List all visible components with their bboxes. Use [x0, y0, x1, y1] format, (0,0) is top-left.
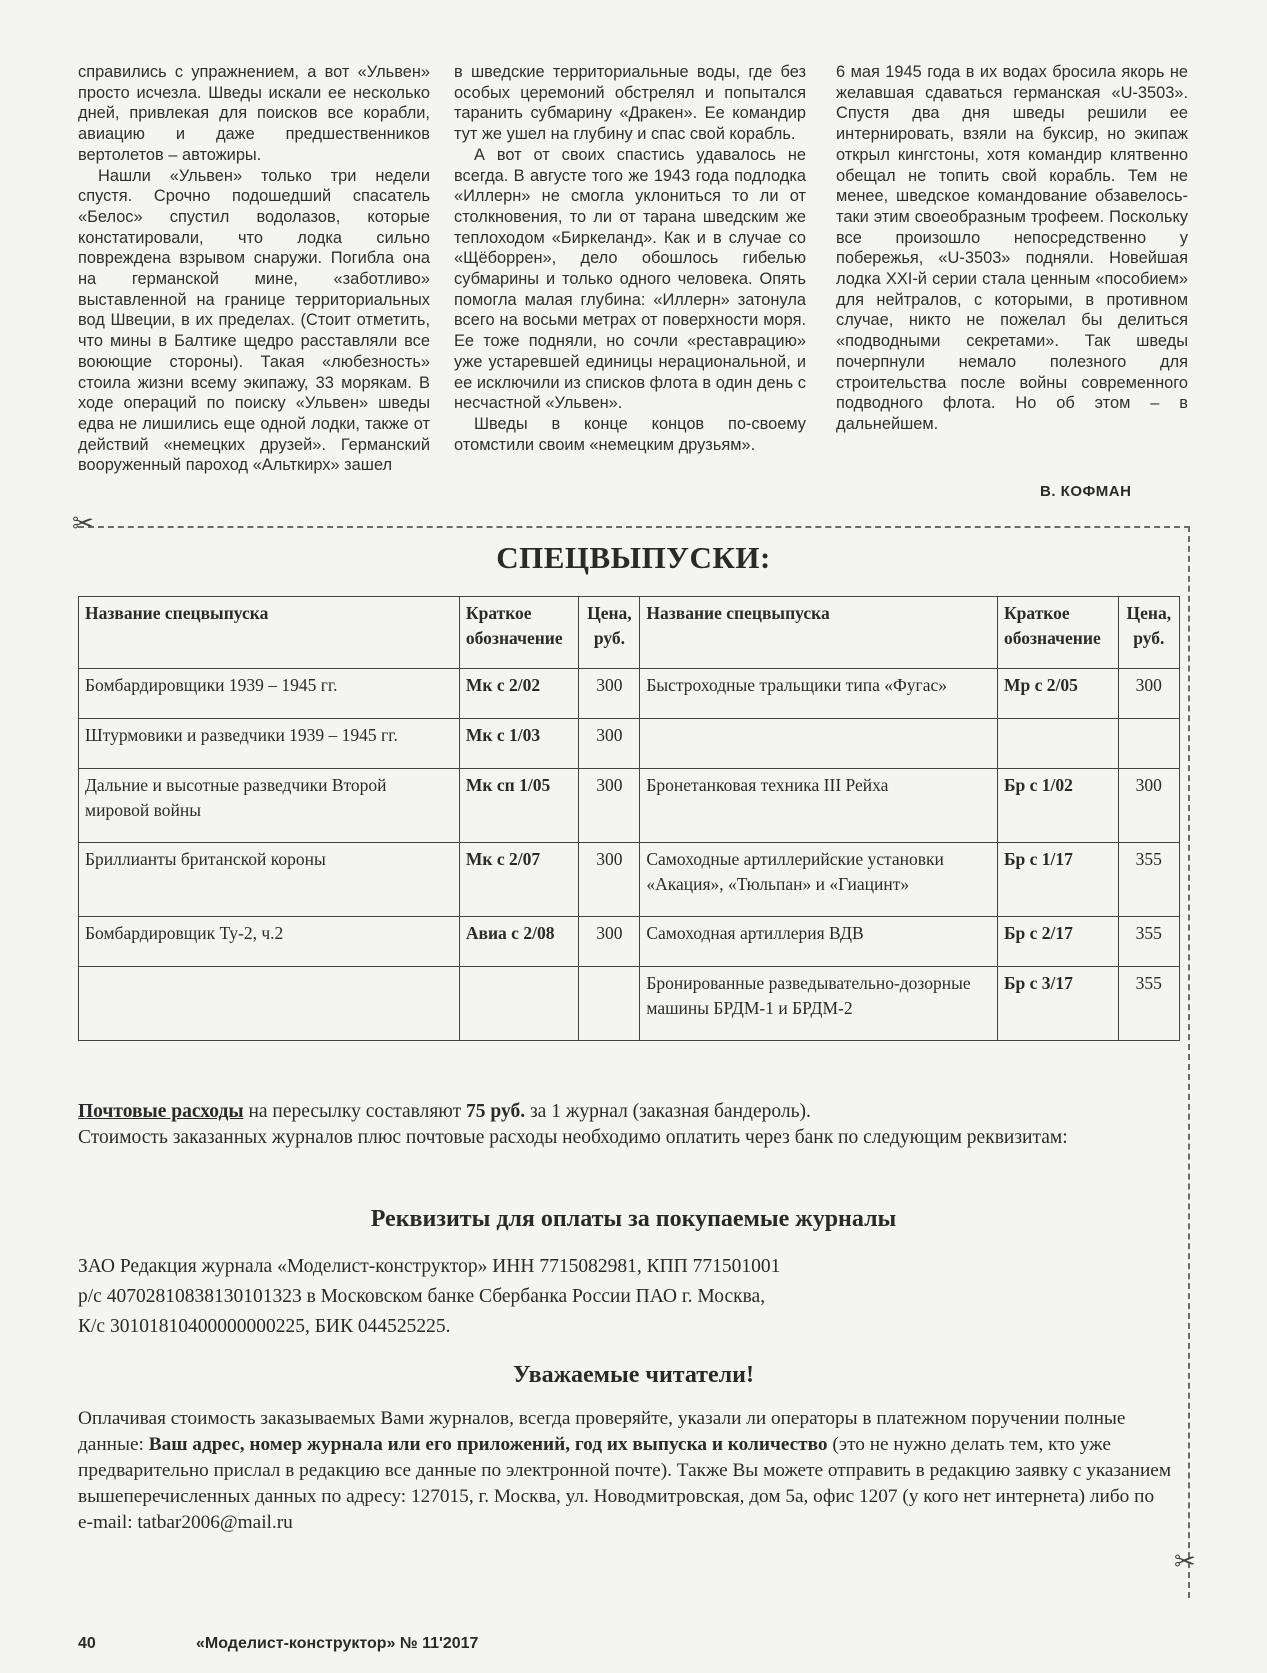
- issue-name: Дальние и высотные разведчики Второй мировой войны: [79, 769, 460, 843]
- postal-costs-text: [78, 1099, 1188, 1151]
- issue-name: [640, 719, 998, 769]
- requisites-line: р/с 40702810838130101323 в Московском банке Сбербанка России ПАО г. Москва,: [78, 1286, 766, 1307]
- special-issues-table: [78, 596, 1180, 1041]
- header-code: [459, 597, 579, 669]
- postal-text: Стоимость заказанных журналов плюс почтовые расходы необходимо оплатить через банк по следующим реквизитам:: [78, 1127, 1068, 1148]
- readers-paragraph: Оплачивая стоимость заказываемых Вами журналов, всегда проверяйте, указали ли операторы в платежном поручении полные данные:: [78, 1408, 1126, 1455]
- header-code-label: Краткое: [465, 603, 532, 623]
- issue-price: 300: [579, 719, 640, 769]
- issue-name: Бомбардировщики 1939 – 1945 гг.: [79, 669, 460, 719]
- postal-costs-label: Почтовые расходы: [78, 1101, 244, 1122]
- header-code-label: обозначение: [1003, 628, 1101, 648]
- issue-price: 355: [1118, 967, 1179, 1041]
- header-name: [79, 597, 460, 669]
- issue-code: Мр с 2/05: [997, 669, 1118, 719]
- issue-price: 300: [579, 669, 640, 719]
- issue-price: 300: [1118, 669, 1179, 719]
- issue-price: [1118, 719, 1179, 769]
- issue-code: Бр с 2/17: [997, 917, 1118, 967]
- scissors-icon: ✂: [1174, 1546, 1196, 1576]
- issue-code: Мк сп 1/05: [459, 769, 579, 843]
- issue-price: 300: [1118, 769, 1179, 843]
- issue-code: Бр с 1/02: [997, 769, 1118, 843]
- article-author: В. КОФМАН: [1040, 483, 1132, 500]
- article-paragraph: А вот от своих спастись удавалось не всегда. В августе того же 1943 года подлодка «Иллерн» не смогла уклониться то ли от столкновения, то ли от тарана шведским же теплоходом «Биркеланд». Как и в случае со «Щёборрен», дело обошлось гибелью субмарины и только одного человека. Опять помогла малая глубина: «Иллерн» затонула всего на восьми метрах от поверхности моря. Ее тоже подняли, но сочли «реставрацию» уже устаревшей единицы нерациональной, и ее исключили из списков флота в один день с несчастной «Ульвен».: [454, 145, 806, 413]
- article-paragraph: справились с упражнением, а вот «Ульвен» просто исчезла. Шведы искали ее несколько дней, привлекая для поисков все корабли, авиацию и даже предшественников вертолетов – автожиры.: [78, 63, 430, 164]
- issue-name: Самоходная артиллерия ВДВ: [640, 917, 998, 967]
- issue-price: 300: [579, 917, 640, 967]
- postal-amount: 75 руб.: [466, 1101, 526, 1122]
- postal-text: на пересылку составляют: [243, 1101, 467, 1122]
- issue-price: 355: [1118, 843, 1179, 917]
- issue-code: Мк с 2/07: [459, 843, 579, 917]
- header-code-label: Краткое: [1003, 603, 1070, 623]
- issue-price: 300: [579, 769, 640, 843]
- table-row: [79, 719, 1180, 769]
- requisites-block: [78, 1252, 1188, 1342]
- postal-text: за 1 журнал (заказная бандероль).: [525, 1101, 811, 1122]
- page-number: 40: [78, 1635, 96, 1652]
- article-paragraph: Нашли «Ульвен» только три недели спустя. Срочно подошедший спасатель «Белос» спустил водолазов, которые констатировали, что лодка сильно повреждена взрывом снаружи. Погибла она на германской мине, «заботливо» выставленной на границе территориальных вод Швеции, в их пределах. (Стоит отметить, что мины в Балтике щедро расставляли все воюющие стороны). Такая «любезность» стоила жизни всему экипажу, 33 морякам. В ходе операций по поиску «Ульвен» шведы едва не лишились еще одной лодки, также от действий «немецких друзей». Германский вооруженный пароход «Альткирх» зашел: [78, 166, 430, 475]
- issue-name: Бронированные разведывательно-дозорные машины БРДМ-1 и БРДМ-2: [640, 967, 998, 1041]
- header-name-label: Название спецвыпуска: [646, 603, 830, 623]
- issue-code: Авиа с 2/08: [459, 917, 579, 967]
- issue-code: Бр с 3/17: [997, 967, 1118, 1041]
- header-price: [1118, 597, 1179, 669]
- header-code: [997, 597, 1118, 669]
- issue-name: Бомбардировщик Ту-2, ч.2: [79, 917, 460, 967]
- header-price-label: Цена,: [1126, 603, 1172, 623]
- article-column-1: [78, 62, 430, 476]
- article-column-3: [836, 62, 1188, 435]
- readers-text: [78, 1406, 1172, 1536]
- article-paragraph: Шведы в конце концов по-своему отомстили своим «немецким друзьям».: [454, 414, 806, 454]
- table-header-row: [79, 597, 1180, 669]
- header-name-label: Название спецвыпуска: [85, 603, 269, 623]
- table-row: [79, 669, 1180, 719]
- header-name: [640, 597, 998, 669]
- header-price-label: руб.: [593, 628, 625, 648]
- requisites-heading: Реквизиты для оплаты за покупаемые журналы: [370, 1206, 897, 1232]
- issue-name: Бриллианты британской короны: [79, 843, 460, 917]
- magazine-issue: «Моделист-конструктор» № 11'2017: [196, 1635, 479, 1652]
- table-row: [79, 843, 1180, 917]
- table-row: [79, 967, 1180, 1041]
- issue-code: [997, 719, 1118, 769]
- issue-name: Быстроходные тральщики типа «Фугас»: [640, 669, 998, 719]
- issue-name: [79, 967, 460, 1041]
- issue-code: Мк с 2/02: [459, 669, 579, 719]
- issue-name: Бронетанковая техника III Рейха: [640, 769, 998, 843]
- header-code-label: обозначение: [465, 628, 563, 648]
- requisites-line: ЗАО Редакция журнала «Моделист-конструктор» ИНН 7715082981, КПП 771501001: [78, 1256, 781, 1277]
- header-price: [579, 597, 640, 669]
- article-paragraph: 6 мая 1945 года в их водах бросила якорь не желавшая сдаваться германская «U-3503». Спустя два дня шведы решили ее интернировать, взяли на буксир, но экипаж открыл кингстоны, хотя командир клятвенно обещал не топить свой корабль. Тем не менее, шведское командование обзавелось-таки этим своеобразным трофеем. Поскольку все произошло непосредственно у побережья, «U-3503» подняли. Новейшая лодка XXI-й серии стала ценным «пособием» для нейтралов, с которыми, в противном случае, никто не пожелал бы делиться «подводными секретами». Так шведы почерпнули немало полезного для строительства после войны современного подводного флота. Но об этом – в дальнейшем.: [836, 63, 1188, 433]
- issue-price: [579, 967, 640, 1041]
- issue-price: 355: [1118, 917, 1179, 967]
- issue-name: Штурмовики и разведчики 1939 – 1945 гг.: [79, 719, 460, 769]
- scissors-icon: ✂: [72, 508, 94, 538]
- table-row: [79, 769, 1180, 843]
- issue-code: Мк с 1/03: [459, 719, 579, 769]
- issue-code: [459, 967, 579, 1041]
- header-price-label: Цена,: [587, 603, 632, 623]
- issue-name: Самоходные артиллерийские установки «Акация», «Тюльпан» и «Гиацинт»: [640, 843, 998, 917]
- issue-code: Бр с 1/17: [997, 843, 1118, 917]
- article-column-2: [454, 62, 806, 455]
- special-issues-title: СПЕЦВЫПУСКИ:: [496, 540, 771, 575]
- table-row: [79, 917, 1180, 967]
- article-paragraph: в шведские территориальные воды, где без особых церемоний обстрелял и попытался таранить субмарину «Дракен». Ее командир тут же ушел на глубину и спас свой корабль.: [454, 63, 806, 144]
- issue-price: 300: [579, 843, 640, 917]
- readers-bold-text: Ваш адрес, номер журнала или его приложений, год их выпуска и количество: [148, 1434, 828, 1455]
- requisites-line: К/с 30101810400000000225, БИК 044525225.: [78, 1316, 451, 1337]
- header-price-label: руб.: [1133, 628, 1165, 648]
- readers-heading: Уважаемые читатели!: [513, 1362, 754, 1388]
- readers-paragraph: (это не нужно делать тем, кто уже предварительно прислал в редакцию все данные по электронной почте). Также Вы можете отправить в редакцию заявку с указанием вышеперечисленных данных по адресу: 127015, г. Москва, ул. Новодмитровская, дом 5а, офис 1207 (у кого нет интернета) либо по e-mail: tatbar2006@mail.ru: [78, 1434, 1172, 1533]
